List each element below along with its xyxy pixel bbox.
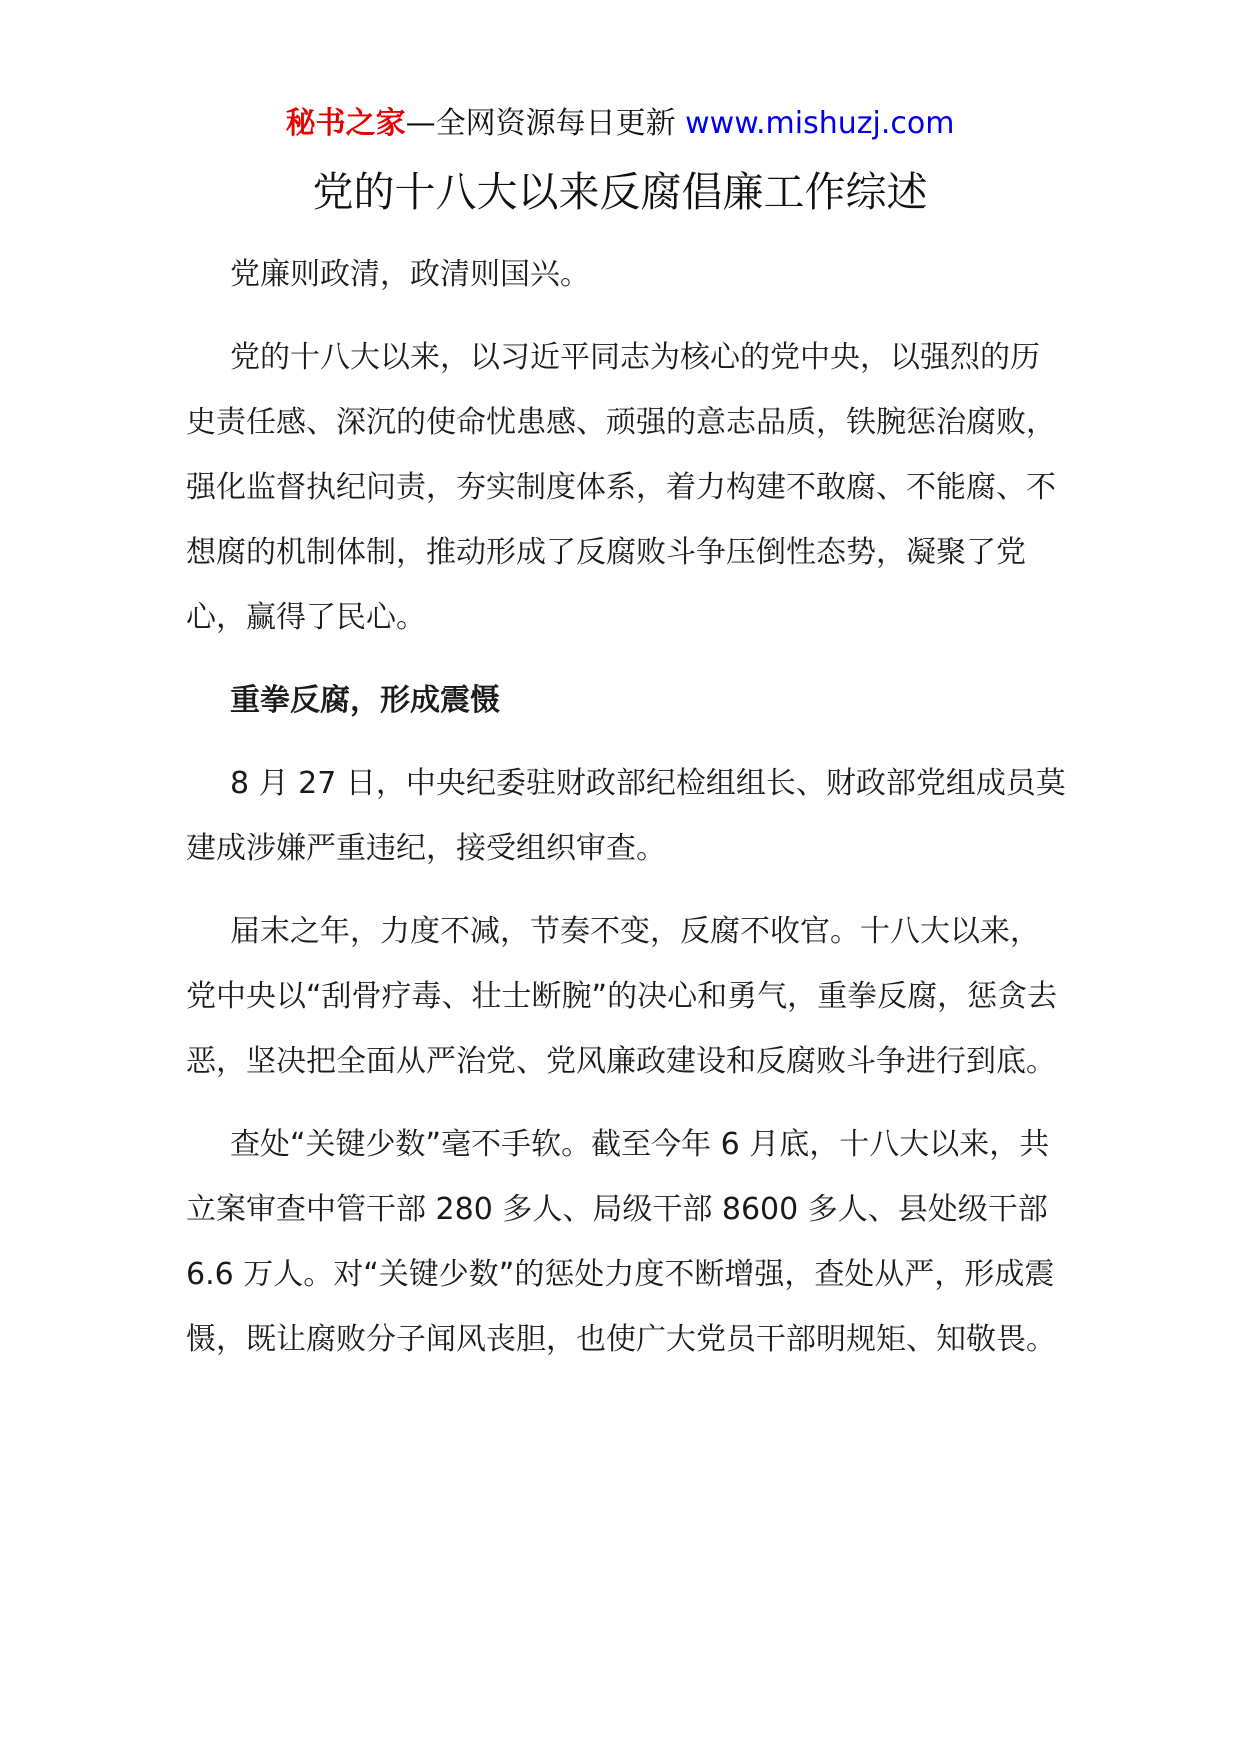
paragraph: 8 月 27 日，中央纪委驻财政部纪检组组长、财政部党组成员莫建成涉嫌严重违纪，接受组织审查。: [186, 766, 1066, 866]
site-url-link[interactable]: www.mishuzj.com: [685, 106, 955, 141]
section-heading: 重拳反腐，形成震慑: [230, 683, 500, 718]
paragraph: 党廉则政清，政清则国兴。: [230, 257, 590, 292]
brand-name: 秘书之家: [285, 106, 406, 141]
header-tagline: —全网资源每日更新: [405, 106, 686, 141]
paragraph: 届末之年，力度不减，节奏不变，反腐不收官。十八大以来，党中央以“刮骨疗毒、壮士断腕”的决心和勇气，重拳反腐，惩贪去恶，坚决把全面从严治党、党风廉政建设和反腐败斗争进行到底。: [186, 914, 1058, 1079]
site-header: [0, 104, 1240, 144]
document-body: [186, 242, 1066, 1390]
paragraph: 党的十八大以来，以习近平同志为核心的党中央，以强烈的历史责任感、深沉的使命忧患感、顽强的意志品质，铁腕惩治腐败，强化监督执纪问责，夯实制度体系，着力构建不敢腐、不能腐、不想腐的机制体制，推动形成了反腐败斗争压倒性态势，凝聚了党心，赢得了民心。: [186, 340, 1056, 635]
document-title: 党的十八大以来反腐倡廉工作综述: [312, 168, 928, 216]
paragraph: 查处“关键少数”毫不手软。截至今年 6 月底，十八大以来，共立案审查中管干部 280 多人、局级干部 8600 多人、县处级干部 6.6 万人。对“关键少数”的惩处力度不断增强，查处从严，形成震慑，既让腐败分子闻风丧胆，也使广大党员干部明规矩、知敬畏。: [186, 1127, 1056, 1357]
